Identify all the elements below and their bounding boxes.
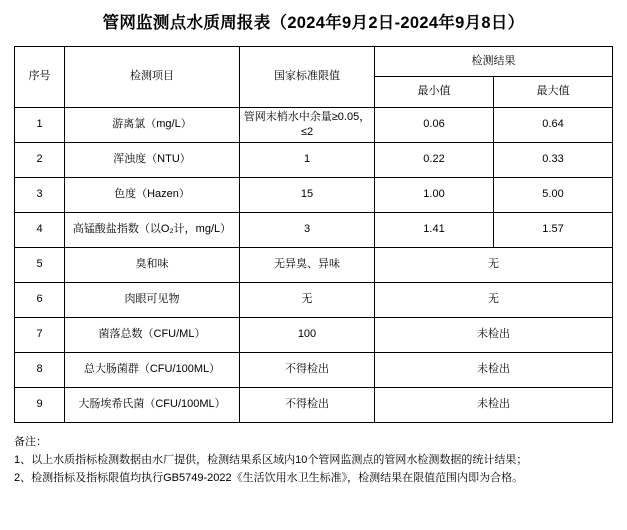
cell-item: 色度（Hazen） [65,177,240,212]
notes-title: 备注： [14,435,47,448]
cell-limit: 无异臭、异味 [240,247,375,282]
cell-min: 0.06 [375,107,494,142]
cell-limit: 100 [240,317,375,352]
cell-limit: 不得检出 [240,352,375,387]
notes-block [14,433,613,487]
cell-min: 1.41 [375,212,494,247]
cell-limit: 无 [240,282,375,317]
table-row [15,142,613,177]
header-no: 序号 [15,46,65,107]
cell-item: 游离氯（mg/L） [65,107,240,142]
notes-line-2: 2、检测指标及指标限值均执行GB5749-2022《生活饮用水卫生标准》，检测结果在限值范围内即为合格。 [14,472,524,485]
table-row [15,282,613,317]
notes-line-1: 1、以上水质指标检测数据由水厂提供，检测结果系区域内10个管网监测点的管网水检测数据的统计结果； [14,453,528,466]
cell-item: 高锰酸盐指数（以O₂计，mg/L） [65,212,240,247]
cell-max: 0.64 [494,107,613,142]
table-row [15,212,613,247]
table-row [15,107,613,142]
cell-item: 臭和味 [65,247,240,282]
cell-max: 5.00 [494,177,613,212]
cell-result: 无 [375,282,613,317]
cell-no: 9 [15,387,65,422]
cell-result: 未检出 [375,352,613,387]
cell-min: 1.00 [375,177,494,212]
table-row [15,247,613,282]
page-title: 管网监测点水质周报表（2024年9月2日-2024年9月8日） [102,14,525,32]
cell-result: 未检出 [375,387,613,422]
cell-result: 无 [375,247,613,282]
cell-limit: 3 [240,212,375,247]
cell-no: 3 [15,177,65,212]
cell-item: 大肠埃希氏菌（CFU/100ML） [65,387,240,422]
header-result: 检测结果 [375,46,613,76]
table-row [15,387,613,422]
table-row [15,352,613,387]
cell-item: 总大肠菌群（CFU/100ML） [65,352,240,387]
cell-item: 肉眼可见物 [65,282,240,317]
cell-no: 4 [15,212,65,247]
cell-limit: 不得检出 [240,387,375,422]
cell-item: 菌落总数（CFU/ML） [65,317,240,352]
table-row [15,177,613,212]
cell-max: 0.33 [494,142,613,177]
cell-min: 0.22 [375,142,494,177]
table-header [15,46,613,107]
cell-no: 6 [15,282,65,317]
cell-no: 8 [15,352,65,387]
cell-no: 5 [15,247,65,282]
cell-no: 1 [15,107,65,142]
cell-result: 未检出 [375,317,613,352]
header-max: 最大值 [494,76,613,107]
cell-no: 2 [15,142,65,177]
header-min: 最小值 [375,76,494,107]
header-item: 检测项目 [65,46,240,107]
table-body [15,107,613,422]
cell-limit: 15 [240,177,375,212]
cell-item: 浑浊度（NTU） [65,142,240,177]
cell-limit: 1 [240,142,375,177]
table-row [15,317,613,352]
cell-limit: 管网末梢水中余量≥0.05，≤2 [240,107,375,142]
water-quality-table [14,46,613,423]
cell-no: 7 [15,317,65,352]
cell-max: 1.57 [494,212,613,247]
header-limit: 国家标准限值 [240,46,375,107]
